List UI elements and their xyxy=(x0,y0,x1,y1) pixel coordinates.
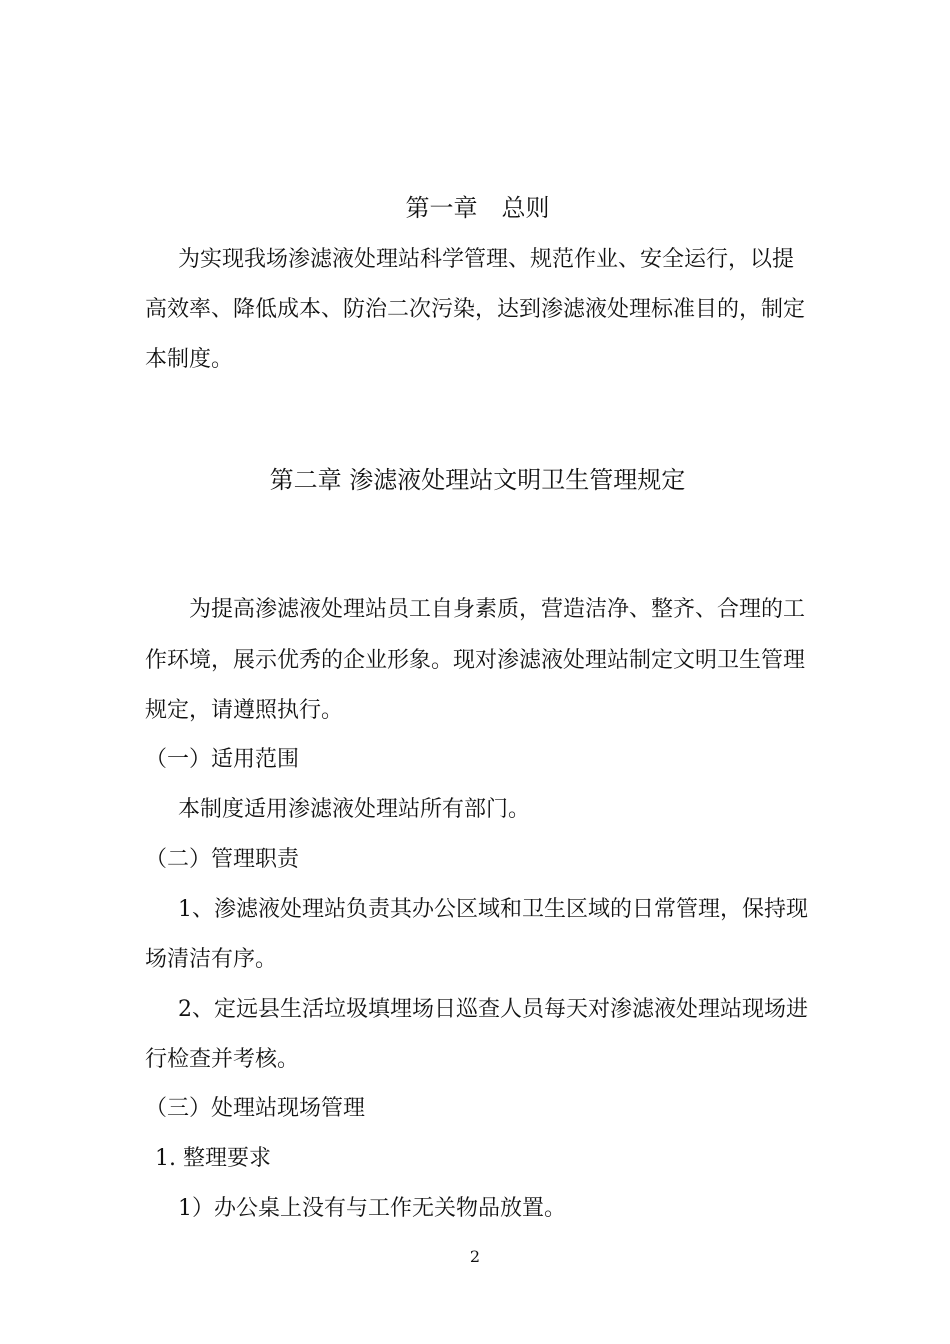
section-3-subsection-1-title: 1. 整理要求 xyxy=(155,1146,271,1171)
section-1-title: （一）适用范围 xyxy=(145,747,300,772)
chapter-2-intro-line-2: 作环境，展示优秀的企业形象。现对渗滤液处理站制定文明卫生管理 xyxy=(145,648,806,673)
section-3-title: （三）处理站现场管理 xyxy=(145,1096,366,1121)
section-2-item-1-line-2: 场清洁有序。 xyxy=(145,947,278,972)
section-2-item-1-line-1: 1、渗滤液处理站负责其办公区域和卫生区域的日常管理，保持现 xyxy=(178,897,808,922)
section-2-title: （二）管理职责 xyxy=(145,847,300,872)
section-1-text: 本制度适用渗滤液处理站所有部门。 xyxy=(178,797,531,822)
page-number: 2 xyxy=(469,1247,481,1266)
section-2-item-2-line-1: 2、定远县生活垃圾填埋场日巡查人员每天对渗滤液处理站现场进 xyxy=(178,997,808,1022)
chapter-2-intro-line-3: 规定，请遵照执行。 xyxy=(145,698,344,723)
chapter-2-title: 第二章 渗滤液处理站文明卫生管理规定 xyxy=(269,466,686,494)
chapter-1-title: 第一章 总则 xyxy=(405,194,550,222)
chapter-1-paragraph-line-2: 高效率、降低成本、防治二次污染，达到渗滤液处理标准目的，制定 xyxy=(145,297,806,322)
section-2-item-2-line-2: 行检查并考核。 xyxy=(145,1047,300,1072)
chapter-1-paragraph-line-3: 本制度。 xyxy=(145,347,234,372)
section-3-subsection-1-item-1: 1）办公桌上没有与工作无关物品放置。 xyxy=(178,1196,566,1221)
chapter-2-intro-line-1: 为提高渗滤液处理站员工自身素质，营造洁净、整齐、合理的工 xyxy=(189,597,806,622)
chapter-1-paragraph-line-1: 为实现我场渗滤液处理站科学管理、规范作业、安全运行，以提 xyxy=(178,247,795,272)
